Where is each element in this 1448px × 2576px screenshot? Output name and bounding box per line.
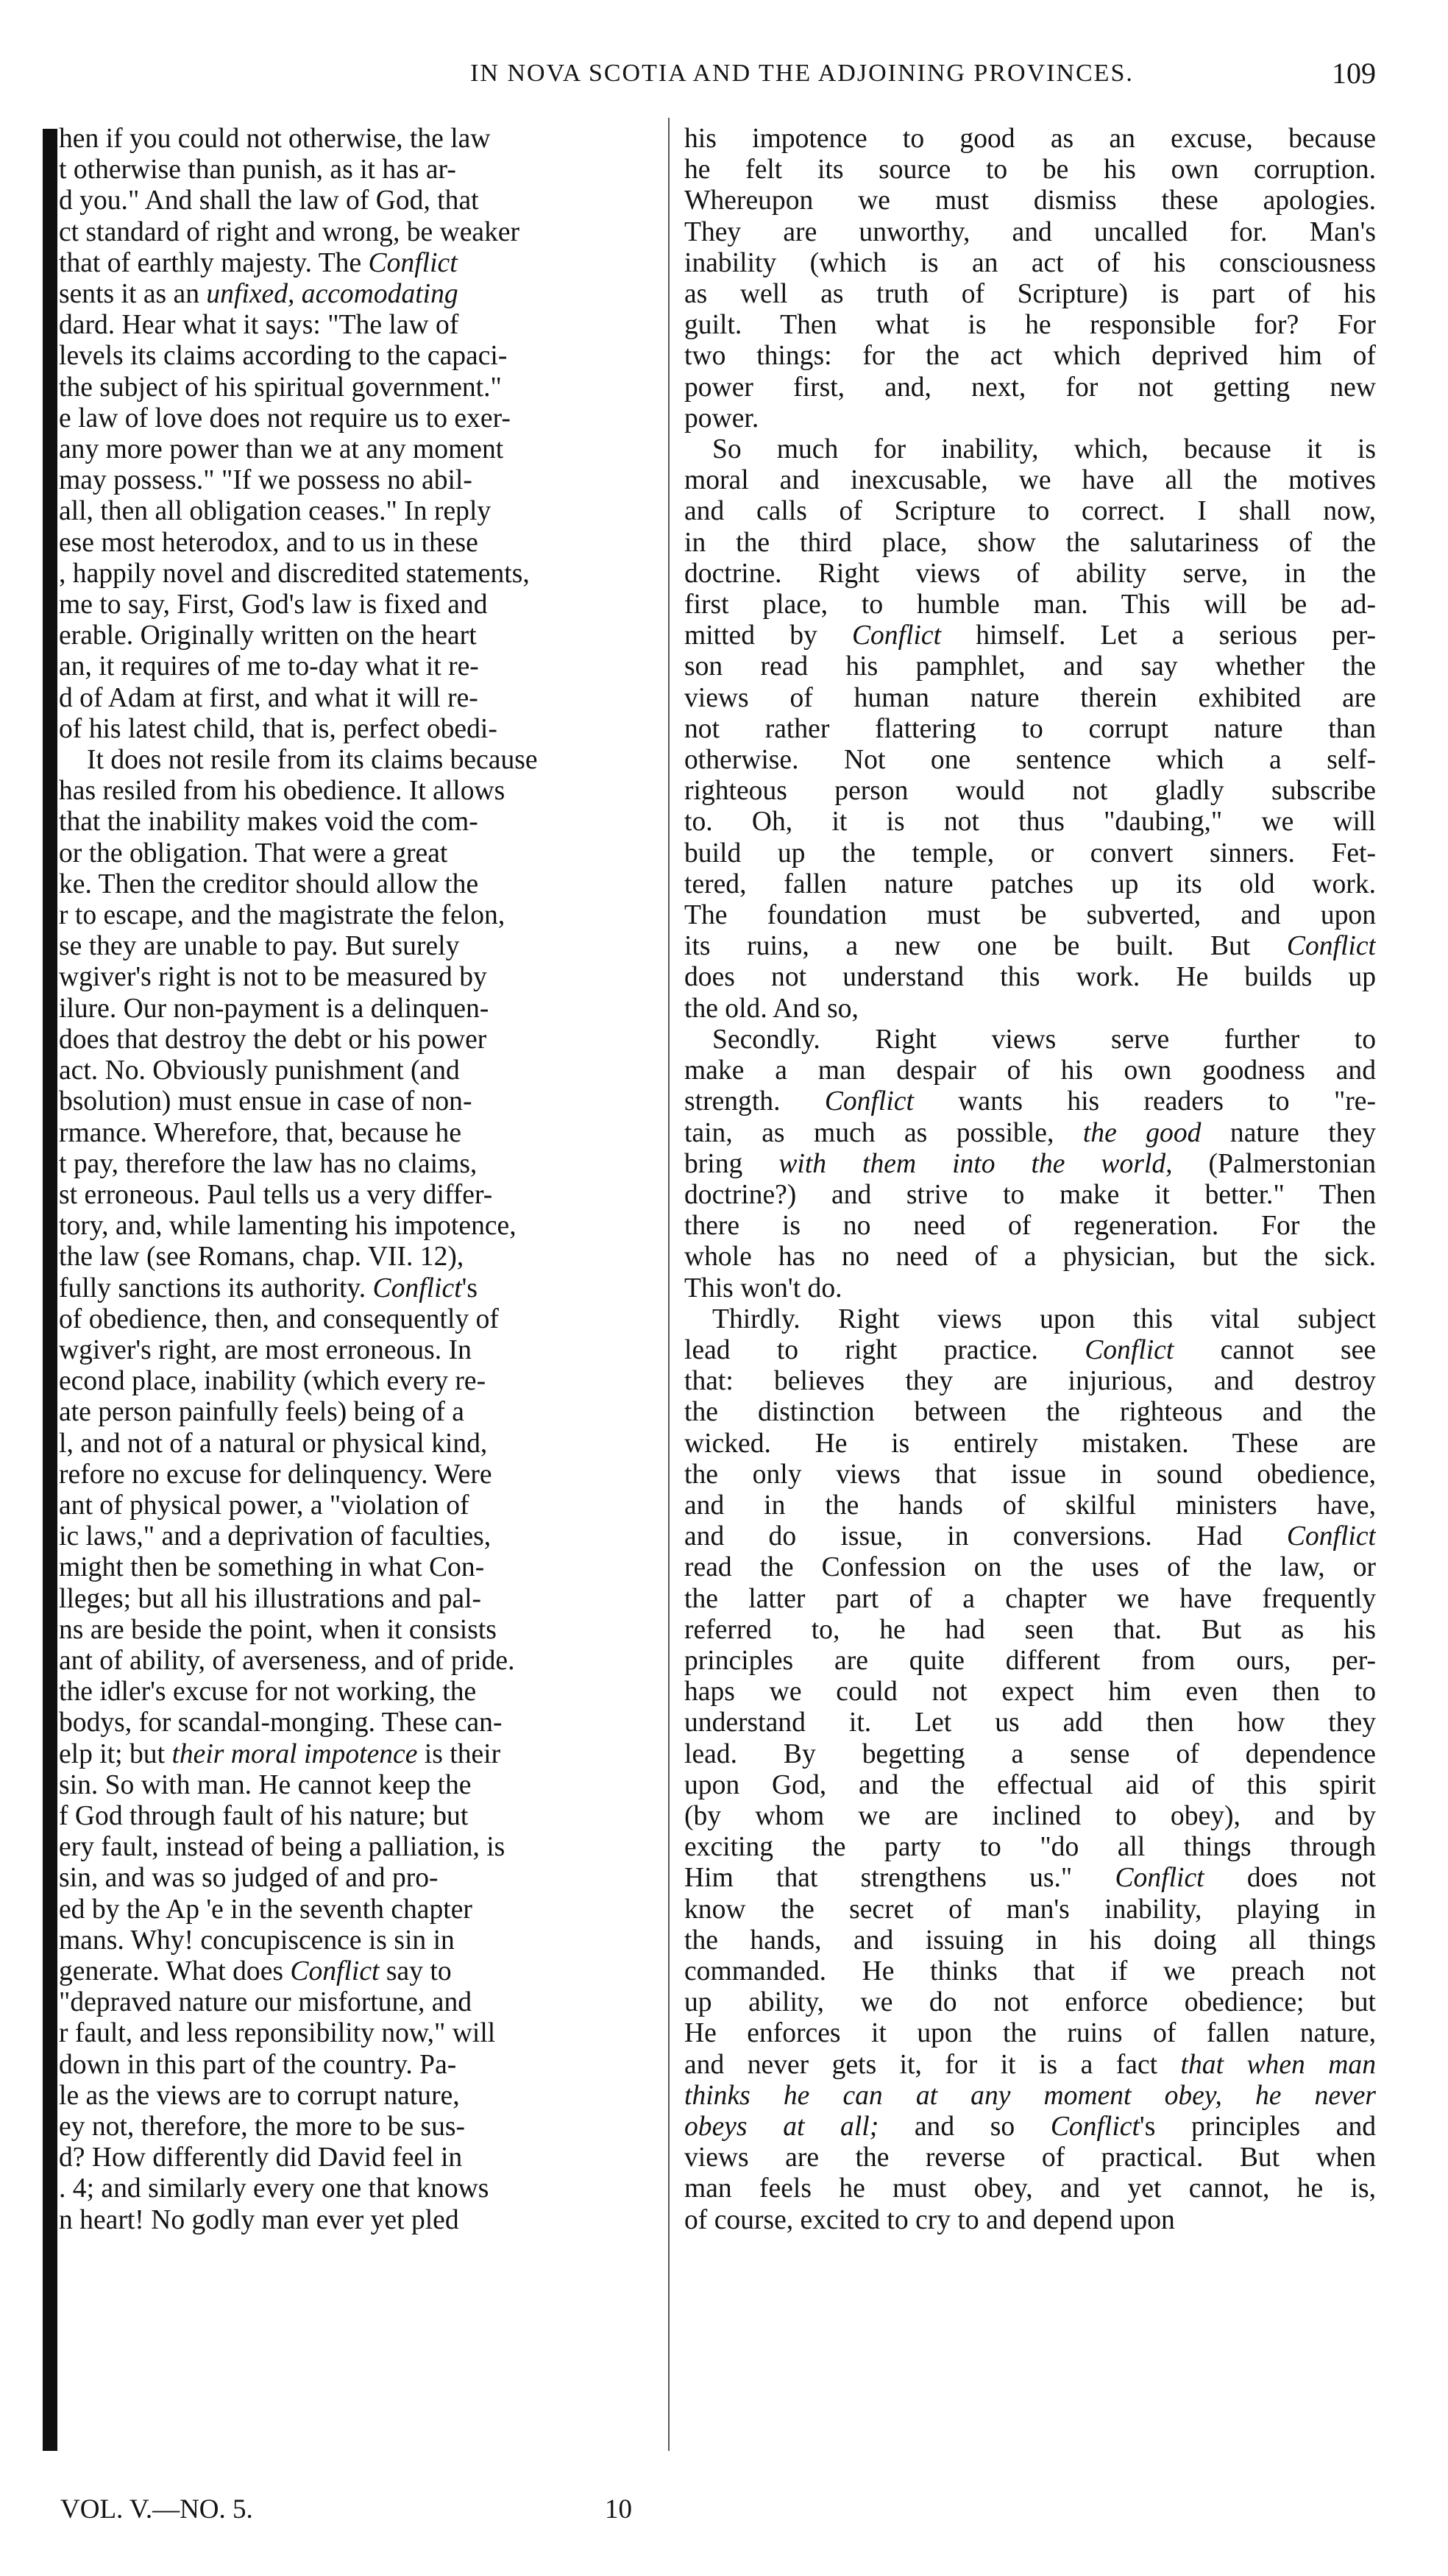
left-column-line: ery fault, instead of being a palliation, is [59,1832,505,1863]
left-column-line: r to escape, and the magistrate the felon, [59,900,505,931]
left-column-line: ate person painfully feels) being of a [59,1397,464,1428]
left-column-line: f God through fault of his nature; but [59,1800,469,1831]
left-column-line: act. No. Obviously punishment (and [59,1055,460,1086]
left-column-line: "depraved nature our misfortune, and [59,1987,472,2018]
right-column-line: The foundation must be subverted, and upon [684,900,1376,931]
right-column-line: the latter part of a chapter we have frequently [684,1583,1376,1614]
left-column-line: It does not resile from its claims because [87,745,538,776]
right-column-line: first place, to humble man. This will be ad- [684,590,1376,620]
left-column-line: sin, and was so judged of and pro- [59,1863,439,1894]
left-column-line: , happily novel and discredited statements, [59,558,530,589]
right-column-line: to. Oh, it is not thus "daubing," we will [684,807,1376,838]
right-column-line: lead. By begetting a sense of dependence [684,1738,1376,1769]
column-rule [668,118,670,2451]
right-column-line: moral and inexcusable, we have all the motives [684,465,1376,496]
left-column-line: ilure. Our non-payment is a delinquen- [59,993,489,1024]
right-column-line: mitted by Conflict himself. Let a serious per- [684,620,1376,651]
left-column-line: the law (see Romans, chap. VII. 12), [59,1242,464,1273]
left-column-line: or the obligation. That were a great [59,838,448,868]
right-column-line: exciting the party to "do all things through [684,1832,1376,1863]
left-column-line: the idler's excuse for not working, the [59,1677,477,1708]
left-column-line: that the inability makes void the com- [59,807,478,838]
right-column-line: he felt its source to be his own corruption. [684,155,1376,185]
right-column-line: views of human nature therein exhibited are [684,682,1376,713]
right-column-line: there is no need of regeneration. For the [684,1211,1376,1242]
left-column-line: ic laws," and a deprivation of faculties, [59,1521,491,1552]
right-column-line: This won't do. [684,1273,842,1303]
right-column-line: the only views that issue in sound obedience, [684,1459,1376,1490]
right-column-line: and in the hands of skilful ministers have, [684,1490,1376,1521]
left-column-line: st erroneous. Paul tells us a very differ- [59,1179,493,1210]
right-column-line: bring with them into the world, (Palmerstonian [684,1148,1376,1179]
left-column-line: lleges; but all his illustrations and pal- [59,1583,482,1614]
right-column-line: power first, and, next, for not getting new [684,372,1376,403]
left-column-line: me to say, First, God's law is fixed and [59,590,488,620]
right-column-line: power. [684,403,759,434]
left-column-line: . 4; and similarly every one that knows [59,2173,489,2204]
left-column-line: d of Adam at first, and what it will re- [59,682,478,713]
right-column-line: read the Confession on the uses of the law, or [684,1552,1376,1583]
right-column-line: strength. Conflict wants his readers to "re- [684,1086,1376,1117]
left-column-line: ant of ability, of averseness, and of pride. [59,1645,515,1676]
right-column-line: son read his pamphlet, and say whether the [684,651,1376,682]
right-column-line: man feels he must obey, and yet cannot, he is, [684,2173,1376,2204]
binding-shadow [43,129,57,2451]
left-column-line: hen if you could not otherwise, the law [59,124,491,154]
left-column [59,124,655,2501]
right-column-line: Whereupon we must dismiss these apologies. [684,185,1376,216]
right-column-line: doctrine. Right views of ability serve, in the [684,558,1376,589]
left-column-line: down in this part of the country. Pa- [59,2049,457,2080]
right-column-line: whole has no need of a physician, but the sick. [684,1242,1376,1273]
sheet-number: 10 [605,2494,632,2524]
left-column-line: ey not, therefore, the more to be sus- [59,2112,466,2142]
left-column-line: ed by the Ap 'e in the seventh chapter [59,1894,472,1925]
right-column-line: He enforces it upon the ruins of fallen nature, [684,2018,1376,2049]
left-column-line: bodys, for scandal-monging. These can- [59,1708,503,1738]
left-column-line: sents it as an unfixed, accomodating [59,279,458,310]
left-column-line: se they are unable to pay. But surely [59,931,460,962]
right-column-line: the distinction between the righteous and the [684,1397,1376,1428]
right-column-line: understand it. Let us add then how they [684,1708,1376,1738]
left-column-line: has resiled from his obedience. It allows [59,776,505,807]
left-column-line: ant of physical power, a "violation of [59,1490,469,1521]
right-column-line: Thirdly. Right views upon this vital subject [712,1303,1376,1334]
left-column-line: wgiver's right, are most erroneous. In [59,1334,472,1365]
right-column-line: not rather flattering to corrupt nature than [684,713,1376,744]
left-column-line: all, then all obligation ceases." In reply [59,496,491,527]
right-column-line: build up the temple, or convert sinners. Fet- [684,838,1376,868]
left-column-line: tory, and, while lamenting his impotence, [59,1211,517,1242]
left-column-line: le as the views are to corrupt nature, [59,2080,460,2111]
left-column-line: sin. So with man. He cannot keep the [59,1769,472,1800]
right-column-line: lead to right practice. Conflict cannot see [684,1334,1376,1365]
left-column-line: any more power than we at any moment [59,434,504,465]
left-column-line: d you." And shall the law of God, that [59,185,479,216]
left-column-line: the subject of his spiritual government." [59,372,502,403]
page-number: 109 [1332,57,1376,90]
left-column-line: dard. Hear what it says: "The law of [59,310,459,341]
left-column-line: econd place, inability (which every re- [59,1366,486,1397]
right-column-line: referred to, he had seen that. But as his [684,1614,1376,1645]
left-column-line: ese most heterodox, and to us in these [59,527,478,558]
right-column-line: know the secret of man's inability, playing in [684,1894,1376,1925]
page-footer [60,2494,664,2529]
right-column-line: views are the reverse of practical. But when [684,2142,1376,2173]
right-column-line: principles are quite different from ours, per- [684,1645,1376,1676]
right-column-line: So much for inability, which, because it is [712,434,1376,465]
right-column-line: tain, as much as possible, the good nature they [684,1117,1376,1148]
right-column [684,124,1376,2501]
left-column-line: an, it requires of me to-day what it re- [59,651,479,682]
right-column-line: the old. And so, [684,993,859,1024]
right-column-line: obeys at all; and so Conflict's principles and [684,2112,1376,2142]
right-column-line: Secondly. Right views serve further to [712,1024,1376,1055]
left-column-line: rmance. Wherefore, that, because he [59,1117,462,1148]
left-column-line: mans. Why! concupiscence is sin in [59,1925,455,1956]
right-column-line: make a man despair of his own goodness and [684,1055,1376,1086]
right-column-line: upon God, and the effectual aid of this spirit [684,1769,1376,1800]
left-column-line: d? How differently did David feel in [59,2142,463,2173]
left-column-line: might then be something in what Con- [59,1552,485,1583]
left-column-line: generate. What does Conflict say to [59,1956,452,1986]
right-column-line: inability (which is an act of his consciousness [684,247,1376,278]
right-column-line: wicked. He is entirely mistaken. These are [684,1428,1376,1459]
left-column-line: ke. Then the creditor should allow the [59,868,479,899]
right-column-line: thinks he can at any moment obey, he never [684,2080,1376,2111]
left-column-line: wgiver's right is not to be measured by [59,962,487,993]
right-column-line: and never gets it, for it is a fact that when man [684,2049,1376,2080]
left-column-line: ct standard of right and wrong, be weaker [59,216,520,247]
right-column-line: and do issue, in conversions. Had Conflict [684,1521,1376,1552]
left-column-line: t pay, therefore the law has no claims, [59,1148,478,1179]
right-column-line: that: believes they are injurious, and destroy [684,1366,1376,1397]
left-column-line: of obedience, then, and consequently of [59,1303,499,1334]
right-column-line: (by whom we are inclined to obey), and by [684,1800,1376,1831]
left-column-line: that of earthly majesty. The Conflict [59,247,458,278]
left-column-line: r fault, and less reponsibility now," will [59,2018,496,2049]
right-column-line: does not understand this work. He builds up [684,962,1376,993]
right-column-line: up ability, we do not enforce obedience; but [684,1987,1376,2018]
right-column-line: two things: for the act which deprived him of [684,341,1376,372]
left-column-line: e law of love does not require us to exer- [59,403,511,434]
right-column-line: guilt. Then what is he responsible for? For [684,310,1376,341]
left-column-line: erable. Originally written on the heart [59,620,477,651]
left-column-line: n heart! No godly man ever yet pled [59,2204,459,2235]
running-title: IN NOVA SCOTIA AND THE ADJOINING PROVINCES. [470,60,1134,87]
right-column-line: tered, fallen nature patches up its old work. [684,868,1376,899]
left-column-line: bsolution) must ensue in case of non- [59,1086,472,1117]
running-header [280,52,1376,96]
volume-signature: VOL. V.—NO. 5. [60,2494,253,2524]
left-column-line: ns are beside the point, when it consists [59,1614,497,1645]
left-column-line: t otherwise than punish, as it has ar- [59,155,456,185]
right-column-line: otherwise. Not one sentence which a self- [684,745,1376,776]
right-column-line: Him that strengthens us." Conflict does not [684,1863,1376,1894]
left-column-line: does that destroy the debt or his power [59,1024,487,1055]
left-column-line: may possess." "If we possess no abil- [59,465,472,496]
right-column-line: the hands, and issuing in his doing all things [684,1925,1376,1956]
right-column-line: haps we could not expect him even then to [684,1677,1376,1708]
left-column-line: l, and not of a natural or physical kind, [59,1428,488,1459]
right-column-line: doctrine?) and strive to make it better." Then [684,1179,1376,1210]
right-column-line: in the third place, show the salutariness of the [684,527,1376,558]
right-column-line: and calls of Scripture to correct. I shall now, [684,496,1376,527]
right-column-line: They are unworthy, and uncalled for. Man's [684,216,1376,247]
right-column-line: of course, excited to cry to and depend upon [684,2204,1175,2235]
left-column-line: fully sanctions its authority. Conflict's [59,1273,478,1303]
left-column-line: elp it; but their moral impotence is their [59,1738,501,1769]
left-column-line: of his latest child, that is, perfect obedi- [59,713,497,744]
left-column-line: refore no excuse for delinquency. Were [59,1459,492,1490]
right-column-line: righteous person would not gladly subscribe [684,776,1376,807]
right-column-line: its ruins, a new one be built. But Conflict [684,931,1376,962]
left-column-line: levels its claims according to the capaci- [59,341,508,372]
right-column-line: his impotence to good as an excuse, because [684,124,1376,154]
right-column-line: as well as truth of Scripture) is part of his [684,279,1376,310]
right-column-line: commanded. He thinks that if we preach not [684,1956,1376,1986]
